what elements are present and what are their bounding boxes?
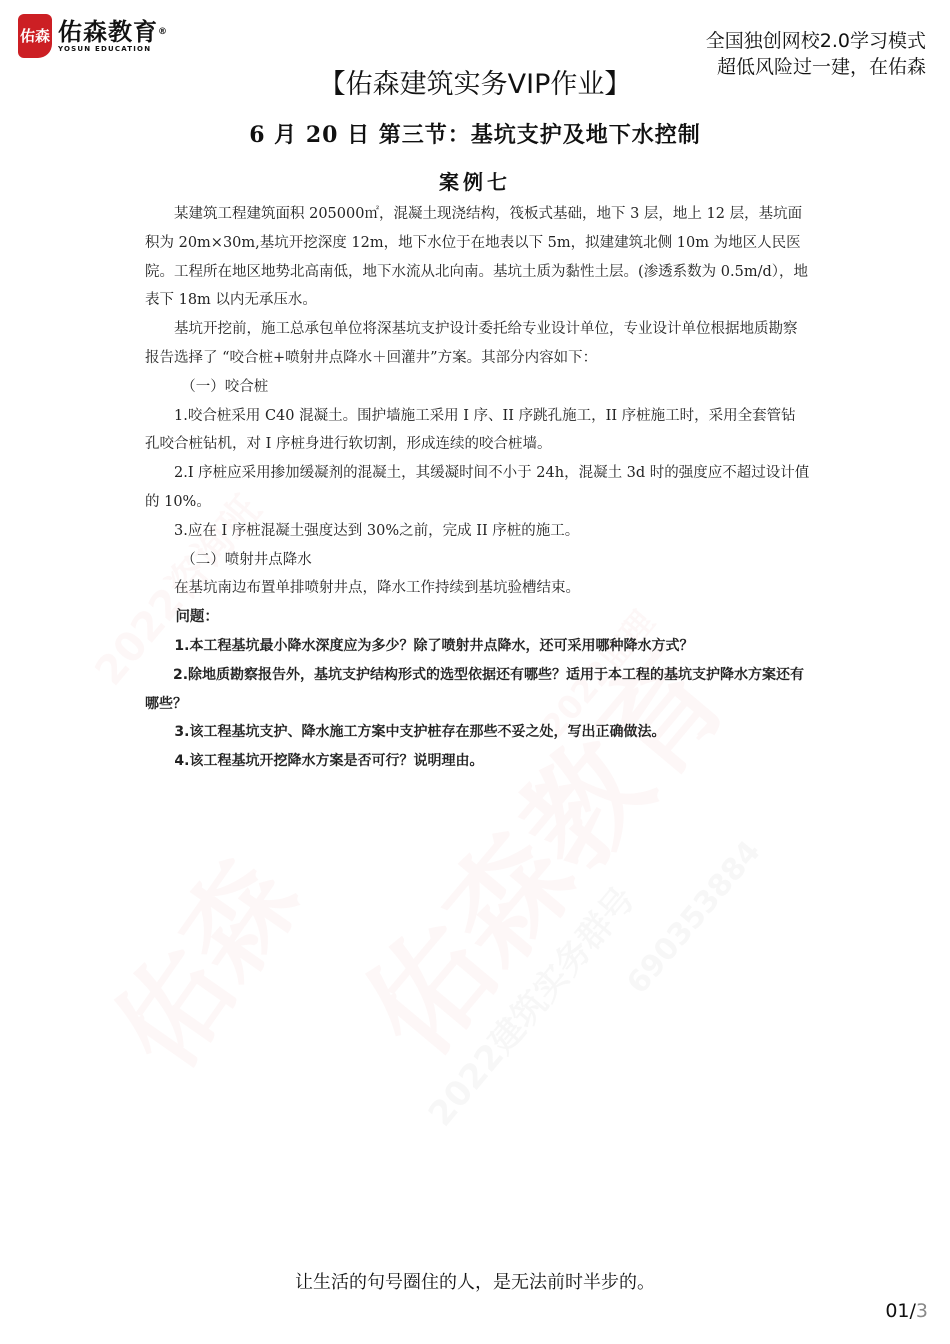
logo-text: [58, 19, 168, 53]
question-item: 1.本工程基坑最小降水深度应为多少？除了喷射井点降水，还可采用哪种降水方式？: [174, 637, 694, 654]
section-heading-secant-pile: （一）咬合桩: [181, 378, 269, 395]
slogan-line-2: 超低风险过一建，在佑森: [716, 56, 926, 78]
question-item: 3.该工程基坑支护、降水施工方案中支护桩存在那些不妥之处，写出正确做法。: [174, 724, 666, 741]
logo-english-name: YOSUN EDUCATION: [58, 45, 152, 53]
page-number: 01/3: [885, 1300, 928, 1322]
list-item: 3.应在 I 序桩混凝土强度达到 30%之前，完成 II 序桩的施工。: [174, 522, 580, 539]
document-title: 【佑森建筑实务VIP作业】: [318, 69, 632, 100]
footer-quote: 让生活的句号圈住的人，是无法前时半步的。: [295, 1272, 655, 1293]
registered-mark: ®: [158, 27, 168, 37]
list-item: 1.咬合桩采用 C40 混凝土。围护墙施工采用 I 序、II 序跳孔施工，II 序桩施工时，采用全套管钻孔咬合桩钻机，对 I 序桩身进行软切割，形成连续的咬合桩墙。: [145, 407, 796, 453]
paragraph-background: 某建筑工程建筑面积 205000㎡，混凝土现浇结构，筏板式基础，地下 3 层，地上 12 层，基坑面积为 20m×30m,基坑开挖深度 12m，地下水位于在地表以下 5m，拟建建筑北侧 10m 为地区人民医院。工程所在地区地势北高南低，地下水流从北向南。基坑土质为黏性土层。(渗透系数为 0.5m/d），地表下 18m 以内无承压水。: [145, 206, 808, 309]
watermark: 690353884: [620, 834, 768, 1001]
list-item: 2.I 序桩应采用掺加缓凝剂的混凝土，其缓凝时间不小于 24h，混凝土 3d 时的强度应不超过设计值的 10%。: [145, 465, 810, 510]
question-item: 4.该工程基坑开挖降水方案是否可行？说明理由。: [174, 753, 484, 770]
case-body: [145, 200, 810, 776]
logo-mark: 佑森: [18, 14, 52, 58]
paragraph-dewatering: 在基坑南边布置单排喷射井点，降水工作持续到基坑验槽结束。: [174, 580, 580, 597]
questions-heading: 问题：: [175, 609, 219, 626]
paragraph-design: 基坑开挖前，施工总承包单位将深基坑支护设计委托给专业设计单位，专业设计单位根据地质勘察报告选择了 “咬合桩+喷射井点降水＋回灌井”方案。其部分内容如下：: [145, 321, 798, 366]
brand-logo: [18, 14, 168, 58]
question-item: 2.除地质勘察报告外，基坑支护结构形式的选型依据还有哪些？适用于本工程的基坑支护降水方案还有哪些？: [145, 666, 805, 712]
watermark: 2022建筑实务群号: [420, 879, 644, 1134]
case-title: 案例七: [439, 170, 511, 194]
logo-chinese-name: 佑森教育®: [58, 18, 168, 46]
section-title: 6 月 20 日 第三节：基坑支护及地下水控制: [249, 122, 701, 148]
slogan-line-1: 全国独创网校2.0学习模式: [705, 30, 926, 52]
section-heading-ejector-well: （二）喷射井点降水: [181, 551, 312, 568]
watermark: [72, 824, 328, 1095]
